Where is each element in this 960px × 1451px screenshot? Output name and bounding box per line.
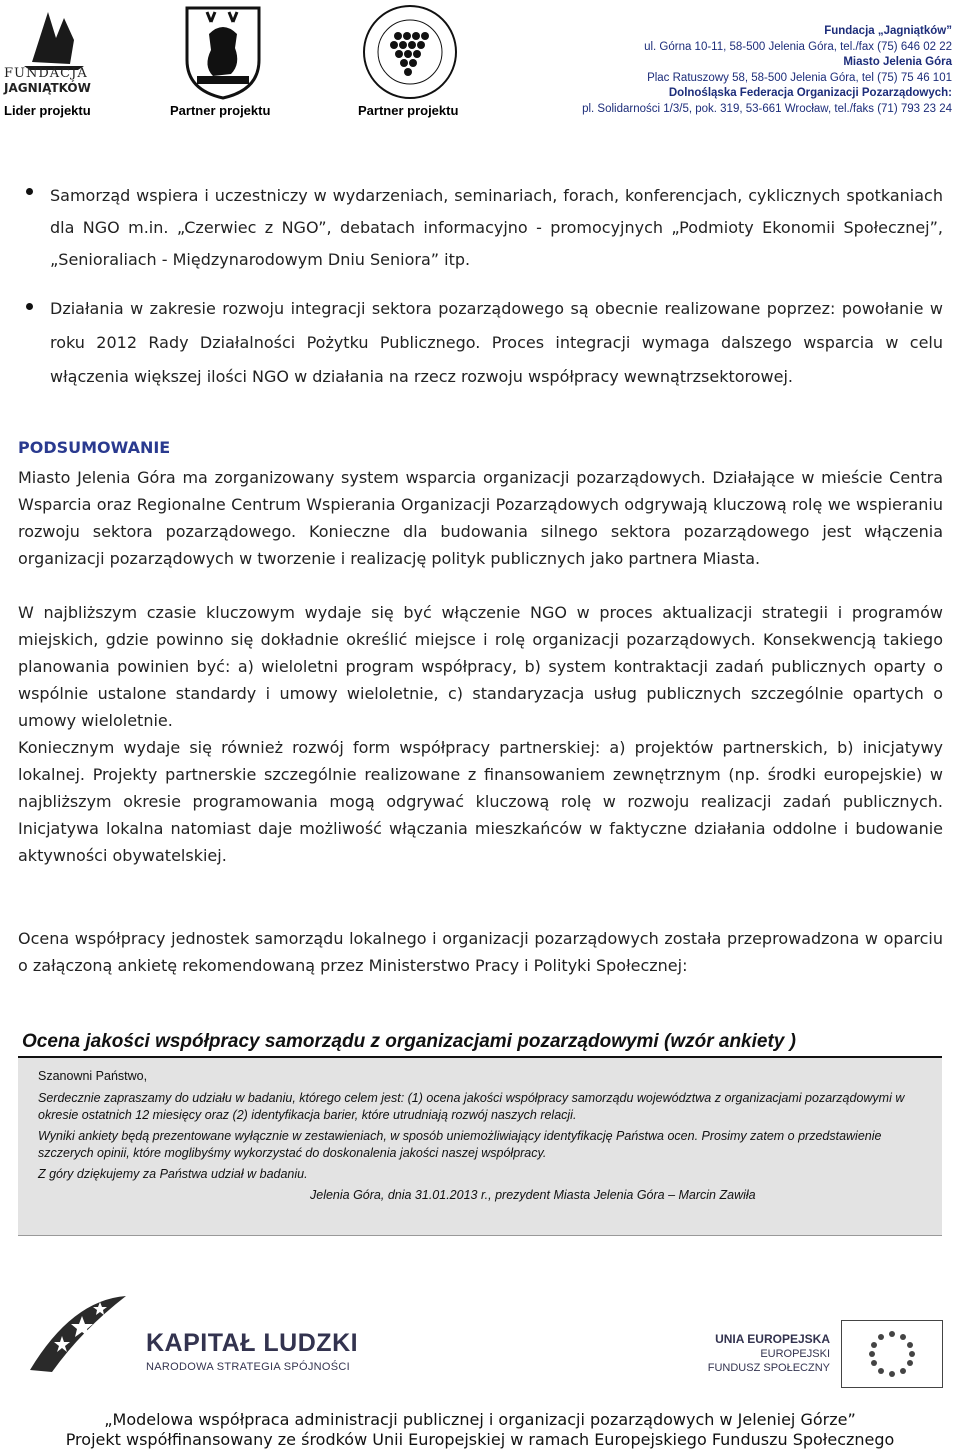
federacja-grapes-icon	[360, 2, 460, 102]
jelenia-gora-crest	[183, 4, 263, 100]
summary-heading: PODSUMOWANIE	[18, 438, 171, 457]
summary-paragraph-4: Ocena współpracy jednostek samorządu lokalnego i organizacji pozarządowych została przeprowadzona w oparciu o załączoną ankietę rekomendowaną przez Ministerstwo Pracy i Polityki Społecznej:	[18, 929, 943, 975]
bullet-dot	[26, 188, 33, 195]
kapital-ludzki-subtitle: NARODOWA STRATEGIA SPÓJNOŚCI	[146, 1361, 350, 1373]
address-line: Plac Ratuszowy 58, 58-500 Jelenia Góra, tel (75) 75 46 101	[647, 71, 952, 84]
label-partner-projektu-2: Partner projektu	[358, 103, 459, 118]
kapital-ludzki-logo	[22, 1290, 132, 1380]
federacja-logo	[360, 2, 460, 102]
fundacja-logo-text-2: JAGNIĄTKÓW	[4, 81, 91, 95]
address-line: Fundacja „Jagniątków”	[824, 25, 952, 37]
bullet-text-2: Działania w zakresie rozwoju integracji sektora pozarządowego są obecnie realizowane poprzez: powołanie w roku 2012 Rady Działalności Pożytku Publicznego. Proces integracji wymaga dalszego wsparcia w celu włączenia większej ilości NGO w działania na rzecz rozwoju współpracy wewnątrzsektorowej.	[50, 299, 943, 386]
address-line: ul. Górna 10-11, 58-500 Jelenia Góra, tel./fax (75) 646 02 22	[644, 40, 952, 53]
deer-crest-icon	[183, 4, 263, 100]
footer-project-title: „Modelowa współpraca administracji publicznej i organizacji pozarządowych w Jeleniej Górze”	[104, 1410, 856, 1429]
kapital-ludzki-title: KAPITAŁ LUDZKI	[146, 1329, 359, 1357]
survey-intro-box	[18, 1058, 942, 1236]
ue-title: UNIA EUROPEJSKA	[715, 1332, 830, 1346]
summary-paragraph-1: Miasto Jelenia Góra ma zorganizowany system wsparcia organizacji pozarządowych. Działające w mieście Centra Wsparcia oraz Regionalne Centrum Wspierania Organizacji Pozarządowych odgrywają kluczową rolę we wspieraniu rozwoju sektora pozarządowego. Konieczne dla budowania silnego sektora pozarządowego jest włączenia organizacji pozarządowych w tworzenie i realizację polityk publicznych jako partnera Miasta.	[18, 468, 943, 568]
survey-paragraph-3: Z góry dziękujemy za Państwa udział w badaniu.	[38, 1167, 308, 1181]
fundacja-logo	[4, 4, 104, 96]
ue-line-2: EUROPEJSKI	[760, 1348, 830, 1360]
survey-paragraph-2: Wyniki ankiety będą prezentowane wyłącznie w zestawieniach, w sposób uniemożliwiający identyfikację Państwa ocen. Prosimy zatem o przedstawienie szczerych opinii, które moglibyśmy wykorzystać do doskonalenia jakości naszej współpracy.	[38, 1129, 882, 1160]
eu-flag-icon	[841, 1320, 943, 1388]
bullet-dot	[26, 303, 33, 310]
label-lider-projektu: Lider projektu	[4, 103, 91, 118]
address-line: Miasto Jelenia Góra	[843, 56, 952, 68]
survey-title: Ocena jakości współpracy samorządu z organizacjami pozarządowymi (wzór ankiety )	[22, 1031, 796, 1052]
summary-paragraph-2: W najbliższym czasie kluczowym wydaje się być włączenie NGO w proces aktualizacji strategii i programów miejskich, gdzie powinno się dokładnie określić miejsce i rolę organizacji pozarządowych. Konsekwencją takiego planowania powinien być: a) wieloletni program współpracy, b) system kontraktacji zadań publicznych oparty o wspólnie ustalone standardy i umowy wieloletnie, c) standaryzacja usług publicznych szczególnie opartych o umowy wieloletnie.	[18, 603, 943, 730]
address-line: Dolnośląska Federacja Organizacji Pozarządowych:	[668, 87, 952, 99]
footer-cofinancing-note: Projekt współfinansowany ze środków Unii Europejskiej w ramach Europejskiego Funduszu Społecznego	[65, 1430, 895, 1449]
survey-greeting: Szanowni Państwo,	[38, 1069, 148, 1083]
survey-paragraph-1: Serdecznie zapraszamy do udziału w badaniu, którego celem jest: (1) ocena jakości współpracy samorządu województwa z organizacjami pozarządowymi w okresie ostatnich 12 miesięcy oraz (2) identyfikacja barier, które utrudniają rozwój naszych relacji.	[38, 1091, 905, 1122]
summary-paragraph-3: Koniecznym wydaje się również rozwój form współpracy partnerskiej: a) projektów partnerskich, b) inicjatywy lokalnej. Projekty partnerskie szczególnie realizowane z finansowaniem zewnętrznym (np. środki europejskie) w najbliższym okresie programowania mogą odgrywać kluczową rolę w rozwoju realizacji zadań publicznych. Inicjatywa lokalna natomiast daje możliwość włączania mieszkańców w faktyczne działania oddolne i budowanie aktywności obywatelskiej.	[18, 738, 943, 865]
bullet-text-1: Samorząd wspiera i uczestniczy w wydarzeniach, seminariach, forach, konferencjach, cyklicznych spotkaniach dla NGO m.in. „Czerwiec z NGO”, debatach informacyjno - promocyjnych „Podmioty Ekonomii Społecznej”, „Senioraliach - Międzynarodowym Dniu Seniora” itp.	[50, 186, 943, 269]
ue-line-3: FUNDUSZ SPOŁECZNY	[707, 1362, 830, 1374]
survey-signature: Jelenia Góra, dnia 31.01.2013 r., prezydent Miasta Jelenia Góra – Marcin Zawiła	[310, 1188, 756, 1202]
label-partner-projektu-1: Partner projektu	[170, 103, 271, 118]
address-line: pl. Solidarności 1/3/5, pok. 319, 53-661 Wrocław, tel./faks (71) 793 23 24	[582, 102, 952, 115]
stars-wave-icon	[22, 1290, 132, 1380]
fundacja-logo-text-1: FUNDACJA	[4, 66, 88, 81]
header-address-block	[532, 24, 952, 117]
